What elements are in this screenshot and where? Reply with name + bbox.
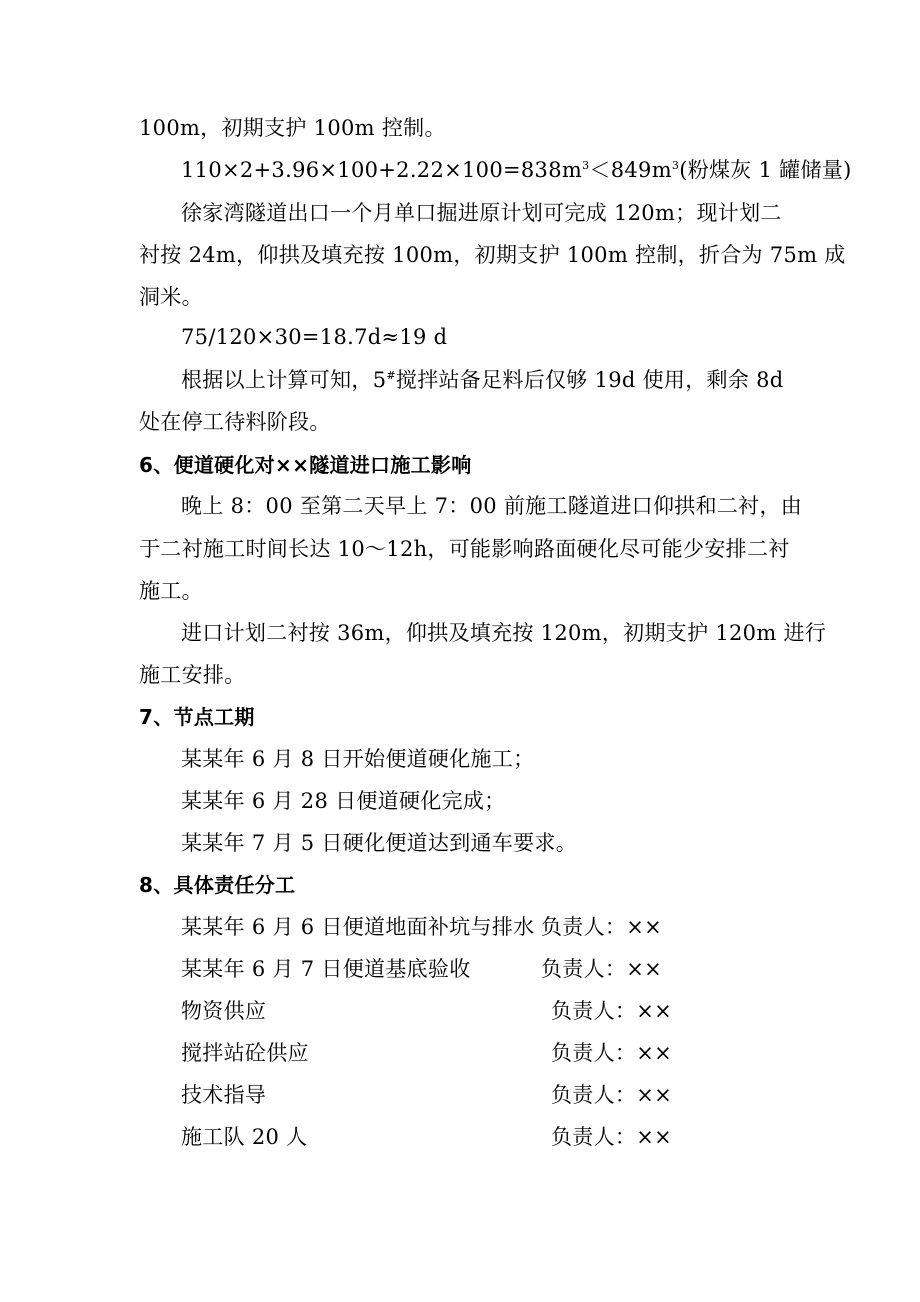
paragraph-text: 根据以上计算可知，5 xyxy=(181,368,387,392)
task-label: 物资供应 xyxy=(181,999,267,1023)
task-label: 搅拌站砼供应 xyxy=(181,1041,309,1065)
task-label: 某某年 6 月 7 日便道基底验收 xyxy=(181,957,471,981)
section-heading: 6、便道硬化对××隧道进口施工影响 xyxy=(139,453,472,477)
paragraph-line xyxy=(181,366,784,394)
paragraph-line: 于二衬施工时间长达 10～12h，可能影响路面硬化尽可能少安排二衬 xyxy=(139,537,790,561)
list-item: 某某年 7 月 5 日硬化便道达到通车要求。 xyxy=(181,831,578,855)
paragraph-text: 搅拌站备足料后仅够 19d 使用，剩余 8d xyxy=(395,368,784,392)
paragraph-line: 处在停工待料阶段。 xyxy=(139,410,331,434)
list-item: 某某年 6 月 28 日便道硬化完成； xyxy=(181,789,506,813)
superscript: 3 xyxy=(671,159,680,172)
task-label: 技术指导 xyxy=(181,1083,267,1107)
paragraph-line: 进口计划二衬按 36m，仰拱及填充按 120m，初期支护 120m 进行 xyxy=(181,621,827,645)
formula-line: 75/120×30=18.7d≈19 d xyxy=(181,325,448,349)
section-heading: 7、节点工期 xyxy=(139,705,255,729)
owner-label: 负责人：×× xyxy=(551,1041,672,1065)
formula-text: ＜849m xyxy=(589,158,672,182)
paragraph-line: 晚上 8：00 至第二天早上 7：00 前施工隧道进口仰拱和二衬，由 xyxy=(181,494,803,518)
paragraph-line: 徐家湾隧道出口一个月单口掘进原计划可完成 120m；现计划二 xyxy=(181,201,782,225)
formula-text: (粉煤灰 1 罐储量) xyxy=(679,158,852,182)
owner-label: 负责人：×× xyxy=(541,957,662,981)
owner-label: 负责人：×× xyxy=(551,1125,672,1149)
owner-label: 负责人：×× xyxy=(551,999,672,1023)
formula-line xyxy=(181,156,852,184)
formula-text: 110×2+3.96×100+2.22×100=838m xyxy=(181,158,583,182)
list-item: 某某年 6 月 8 日开始便道硬化施工； xyxy=(181,747,535,771)
owner-label: 负责人：×× xyxy=(541,915,662,939)
superscript: 3 xyxy=(582,159,590,172)
owner-label: 负责人：×× xyxy=(551,1083,672,1107)
task-label: 某某年 6 月 6 日便道地面补坑与排水 xyxy=(181,915,535,939)
task-label: 施工队 20 人 xyxy=(181,1125,308,1149)
paragraph-line: 衬按 24m，仰拱及填充按 100m，初期支护 100m 控制，折合为 75m 成 xyxy=(139,243,846,267)
paragraph-line: 施工安排。 xyxy=(139,663,246,687)
paragraph-line: 施工。 xyxy=(139,579,203,603)
superscript: # xyxy=(386,369,396,382)
paragraph-line: 洞米。 xyxy=(139,285,203,309)
paragraph-line: 100m，初期支护 100m 控制。 xyxy=(139,116,446,140)
section-heading: 8、具体责任分工 xyxy=(139,873,296,897)
